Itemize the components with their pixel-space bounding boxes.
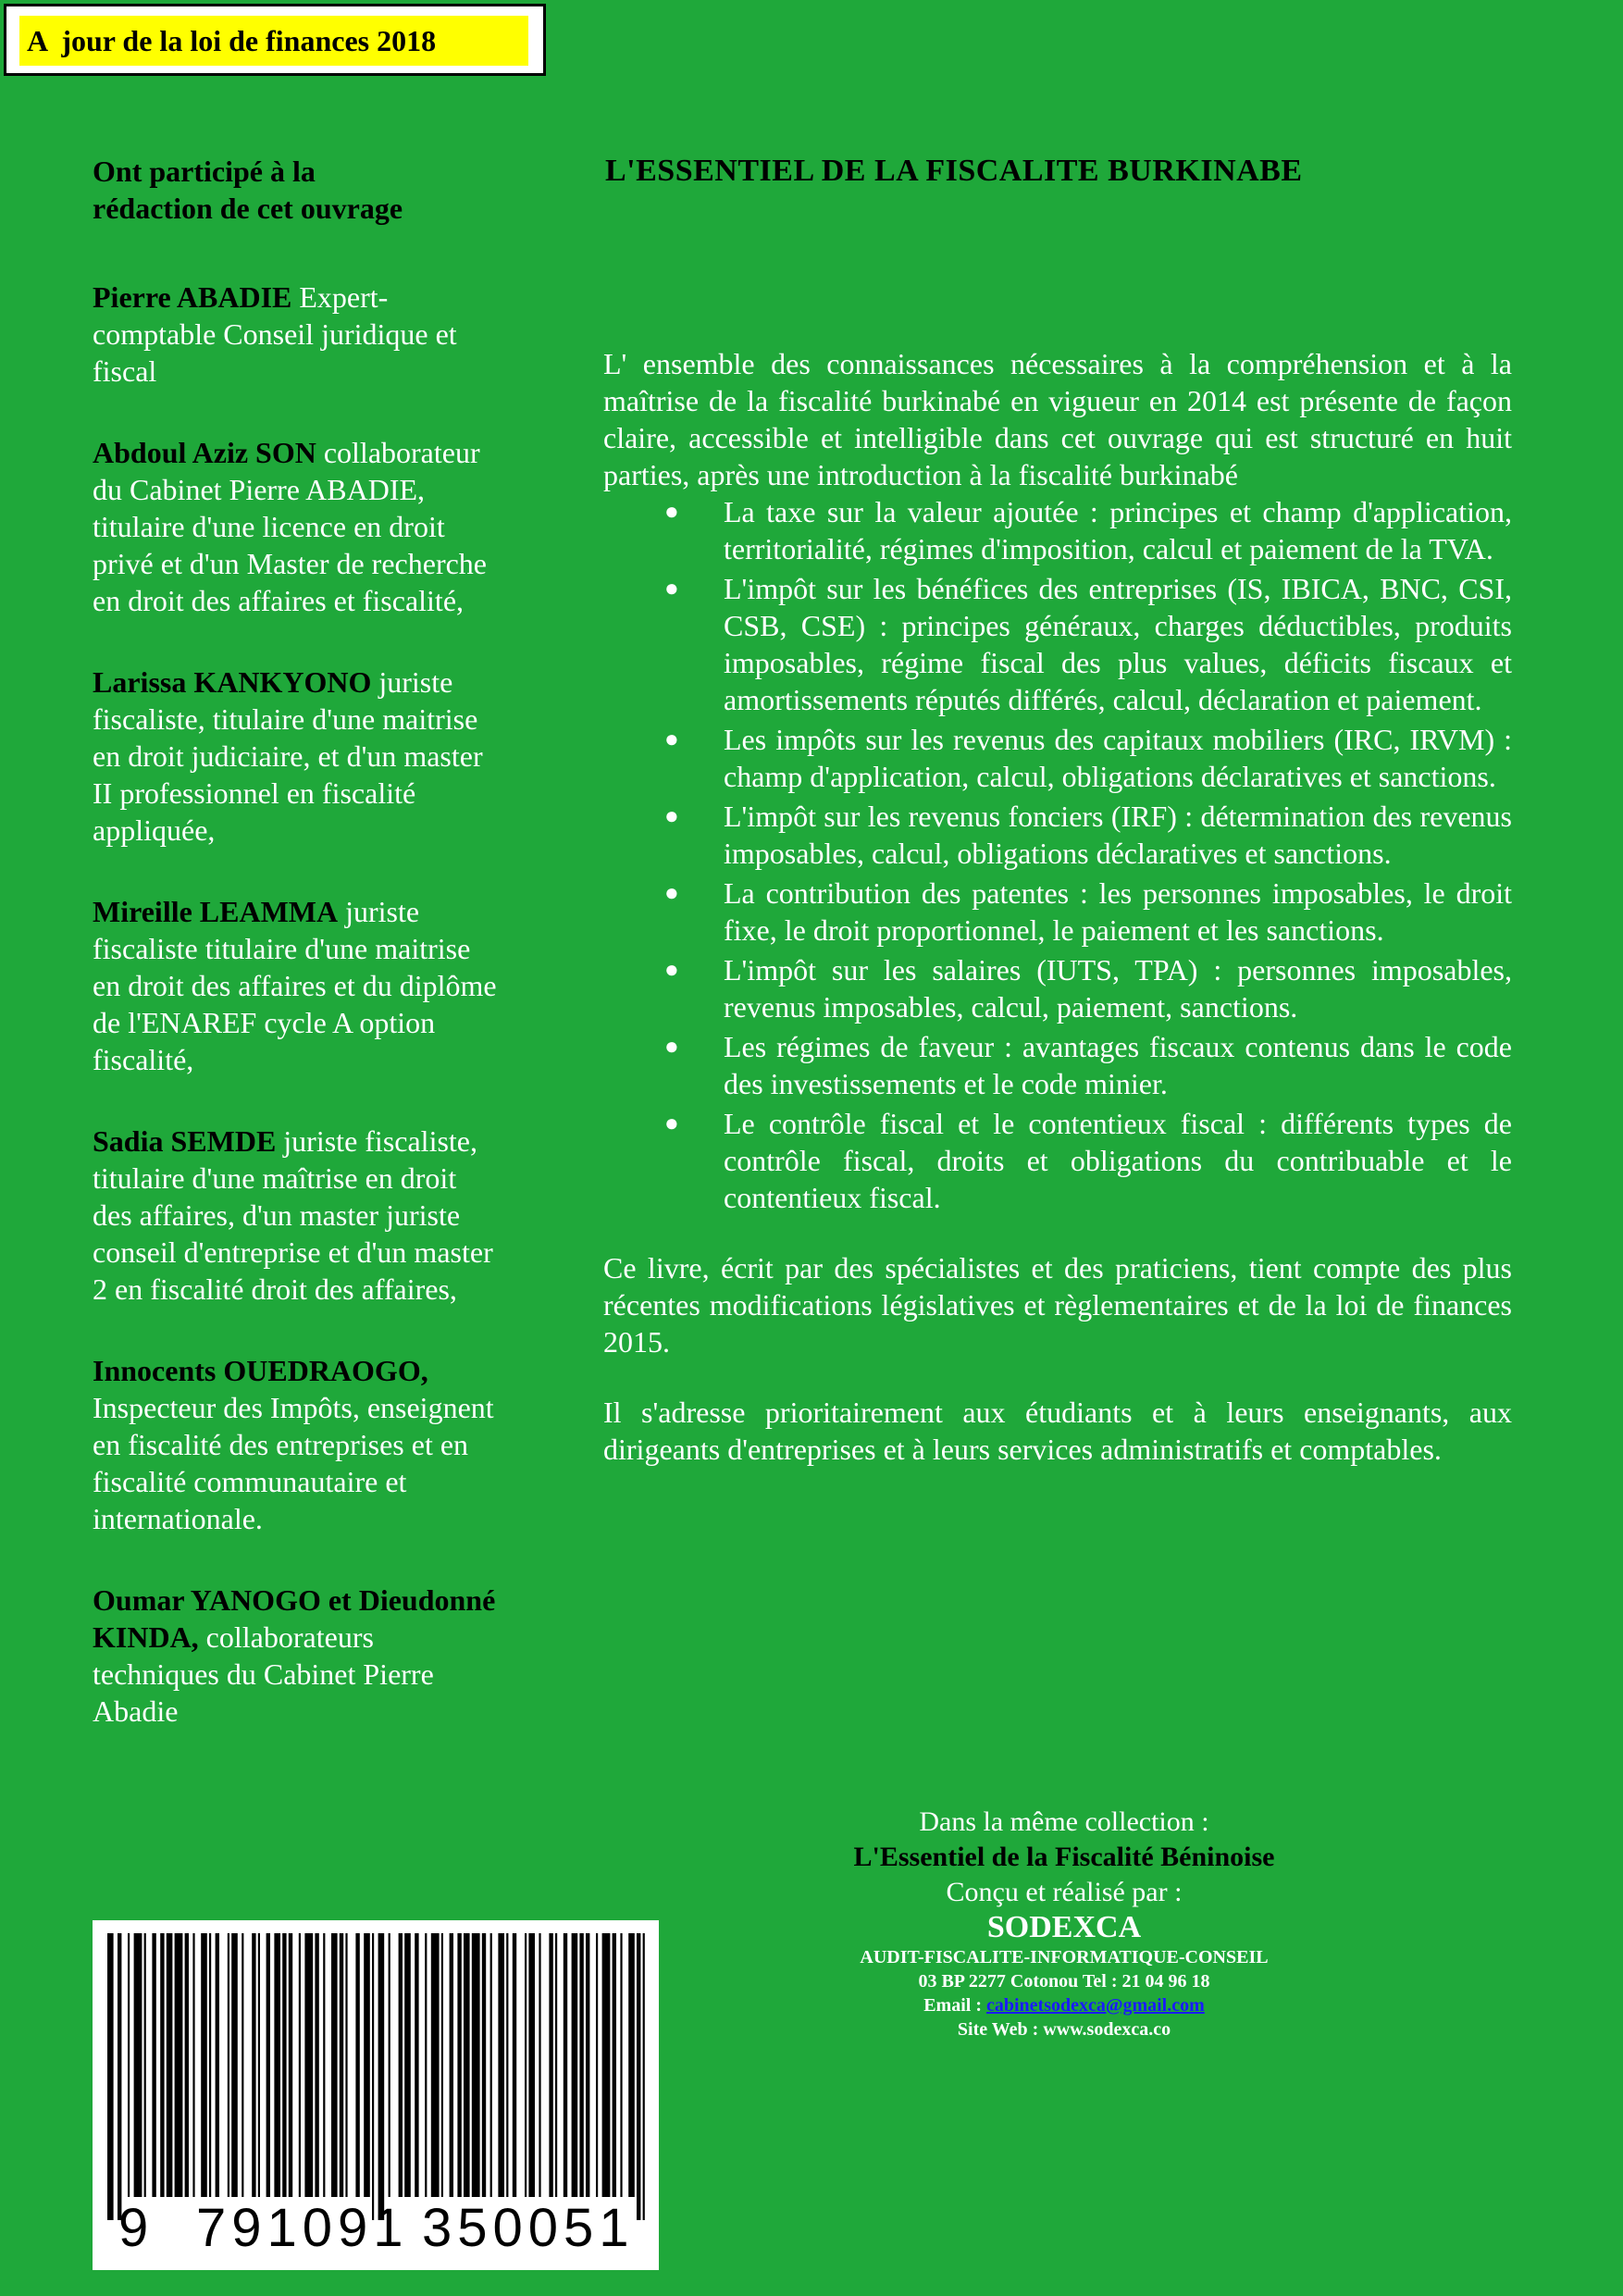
topic-item [664,721,1512,795]
barcode-bar [628,1933,635,2197]
barcode-bar [118,1933,121,2220]
barcode-bar [152,1933,155,2197]
contributor-description: juriste fiscaliste titulaire d'une maitrise en droit des affaires et du diplôme de l'ENAREF cycle A option fiscalité, [93,895,497,1076]
topic-text: Les impôts sur les revenus des capitaux mobiliers (IRC, IRVM) : champ d'application, calcul, obligations déclaratives et sanctions. [724,723,1512,793]
barcode-bar [586,1933,589,2197]
barcode-group-1: 791091 [196,2198,409,2258]
series-label: Dans la même collection : [919,1806,1209,1837]
barcode-bar [209,1933,211,2197]
paragraph-update: Ce livre, écrit par des spécialistes et des praticiens, tient compte des plus récentes modifications législatives et règlementaires et de la loi de finances 2015. [603,1251,1512,1359]
contributor-description: collaborateur du Cabinet Pierre ABADIE, titulaire d'une licence en droit privé et d'un Master de recherche en droit des affaires et fiscalité, [93,436,487,617]
contributor-name: Mireille LEAMMA [93,895,339,928]
barcode-bar [201,1933,207,2197]
barcode-bar [596,1933,598,2197]
topics-list [603,493,1512,1216]
bullet-icon: ● [664,575,679,602]
barcode-bar [620,1933,622,2197]
topic-text: L'impôt sur les bénéfices des entreprises (IS, IBICA, BNC, CSI, CSB, CSE) : principes généraux, charges déductibles, produits imposables, régime fiscal des plus values, déficits fiscaux et amortissements réputés différés, calcul, déclaration et paiement. [724,572,1512,716]
contributors-heading: Ont participé à la rédaction de cet ouvrage [93,155,403,225]
barcode-bar [472,1933,480,2197]
barcode-bar [564,1933,567,2197]
topic-item [664,570,1512,718]
contributor-item [93,893,500,1078]
publisher-email-link[interactable]: cabinetsodexca@gmail.com [985,1995,1205,2016]
topic-item [664,951,1512,1025]
publisher-website: Site Web : www.sodexca.co [957,2019,1171,2040]
barcode-bar [167,1933,173,2197]
made-by-label: Conçu et réalisé par : [946,1877,1183,1907]
barcode-first-digit: 9 [118,2198,149,2258]
topic-item [664,875,1512,949]
contributor-description: juriste fiscaliste, titulaire d'une maîtrise en droit des affaires, d'un master juriste conseil d'entreprise et d'un master 2 en fiscalité droit des affaires, [93,1124,493,1306]
book-title: L'ESSENTIEL DE LA FISCALITE BURKINABE [605,154,1303,188]
contributors-column [93,153,500,1774]
barcode-bar [490,1933,492,2197]
bullet-icon: ● [664,879,679,906]
contributor-name: Abdoul Aziz SON [93,436,316,469]
contributor-item [93,1352,500,1537]
barcode-graphic [93,1920,659,2270]
edition-badge-text: A jour de la loi de finances 2018 [19,16,528,66]
contributor-name: Pierre ABADIE [93,280,292,314]
barcode-bar [107,1933,114,2220]
edition-badge [4,4,546,76]
barcode-bar [299,1933,301,2197]
topic-item [664,1028,1512,1102]
topic-text: L'impôt sur les revenus fonciers (IRF) : détermination des revenus imposables, calcul, obligations déclaratives et sanctions. [724,800,1512,870]
barcode-bar [340,1933,343,2197]
barcode-bar [364,1933,370,2197]
barcode-bar [331,1933,338,2197]
barcode-bar [304,1933,313,2197]
topic-item [664,1105,1512,1216]
barcode-bar [457,1933,461,2197]
bullet-icon: ● [664,726,679,752]
barcode-bar [415,1933,418,2197]
topic-text: L'impôt sur les salaires (IUTS, TPA) : personnes imposables, revenus imposables, calcul, paiement, sanctions. [724,953,1512,1024]
barcode-bar [258,1933,260,2197]
topic-text: Les régimes de faveur : avantages fiscaux contenus dans le code des investissements et le code minier. [724,1030,1512,1100]
isbn-barcode [93,1920,659,2270]
barcode-bar [539,1933,540,2197]
barcode-bar [643,1933,645,2220]
bullet-icon: ● [664,1033,679,1060]
barcode-bar [128,1933,130,2197]
description-column [603,153,1512,1468]
barcode-bar [613,1933,616,2197]
barcode-bar [144,1933,146,2197]
barcode-bar [441,1933,443,2197]
barcode-bar [345,1933,347,2197]
barcode-bar [399,1933,403,2197]
barcode-bar [323,1933,325,2197]
barcode-group-2: 350051 [422,2198,635,2258]
topic-item [664,798,1512,872]
barcode-bar [355,1933,359,2197]
contributor-description: Inspecteur des Impôts, enseignent en fiscalité des entreprises et en fiscalité communautaire et internationale. [93,1391,494,1535]
barcode-bar [289,1933,292,2197]
barcode-bar [579,1933,583,2197]
barcode-bar [192,1933,194,2197]
paragraph-audience: Il s'adresse prioritairement aux étudiants et à leurs enseignants, aux dirigeants d'entreprises et à leurs services administratifs et comptables. [603,1396,1512,1466]
contributor-item [93,664,500,849]
barcode-bar [506,1933,508,2197]
bullet-icon: ● [664,956,679,983]
barcode-bar [274,1933,280,2197]
contributor-item [93,279,500,390]
barcode-bar [637,1933,640,2220]
intro-paragraph: L' ensemble des connaissances nécessaires à la compréhension et à la maîtrise de la fiscalité burkinabé en vigueur en 2014 est présente de façon claire, accessible et intelligible dans cet ouvrage qui est structuré en huit parties, après une introduction à la fiscalité burkinabé [603,347,1512,491]
contributor-name: Sadia SEMDE [93,1124,277,1158]
topic-item [664,493,1512,567]
barcode-bar [134,1933,142,2197]
barcode-bar [185,1933,189,2197]
publisher-footer [703,1805,1425,2042]
barcode-bar [464,1933,470,2197]
contributor-description: collaborateurs techniques du Cabinet Pierre Abadie [93,1620,434,1728]
contributor-item [93,1582,500,1730]
contributor-description: juriste fiscaliste, titulaire d'une maitrise en droit judiciaire, et d'un master II professionnel en fiscalité appliquée, [93,665,483,847]
barcode-bar [228,1933,229,2197]
barcode-bar [378,1933,385,2220]
barcode-bar [389,1933,390,2197]
barcode-bar [216,1933,219,2197]
barcode-bar [252,1933,255,2197]
contributor-name: Innocents OUEDRAOGO, [93,1354,428,1387]
contributor-name: Oumar YANOGO et Dieudonné KINDA, [93,1583,496,1654]
publisher-tagline: AUDIT-FISCALITE-INFORMATIQUE-CONSEIL [860,1947,1269,1967]
barcode-bar [282,1933,286,2197]
barcode-bar [528,1933,535,2197]
barcode-bar [315,1933,318,2197]
contributor-description: Expert-comptable Conseil juridique et fiscal [93,280,457,388]
bullet-icon: ● [664,498,679,525]
bullet-icon: ● [664,802,679,829]
topic-text: La taxe sur la valeur ajoutée : principes et champ d'application, territorialité, régimes d'imposition, calcul et paiement de la TVA. [724,495,1512,565]
barcode-bar [425,1933,427,2197]
barcode-bar [450,1933,453,2197]
barcode-bar [525,1933,527,2197]
contributor-name: Larissa KANKYONO [93,665,372,699]
barcode-bar [242,1933,243,2197]
series-title: L'Essentiel de la Fiscalité Béninoise [853,1842,1275,1872]
barcode-bar [404,1933,411,2197]
barcode-bar [602,1933,611,2197]
barcode-bar [372,1933,374,2220]
barcode-bar [231,1933,238,2197]
barcode-bar [555,1933,557,2197]
barcode-bar [549,1933,552,2197]
barcode-bar [513,1933,516,2197]
contributor-item [93,434,500,619]
bullet-icon: ● [664,1110,679,1136]
barcode-bar [175,1933,183,2197]
topic-text: La contribution des patentes : les personnes imposables, le droit fixe, le droit proportionnel, le paiement et les sanctions. [724,876,1512,947]
barcode-bar [572,1933,578,2197]
contributor-item [93,1123,500,1308]
publisher-email-line: Email : cabinetsodexca@gmail.com [923,1995,1205,2016]
topic-text: Le contrôle fiscal et le contentieux fiscal : différents types de contrôle fiscal, droits et obligations du contribuable et le contentieux fiscal. [724,1107,1512,1214]
barcode-bar [266,1933,270,2197]
barcode-bar [498,1933,504,2197]
contributors-list [93,279,500,1730]
barcode-bar [431,1933,440,2197]
publisher-address: 03 BP 2277 Cotonou Tel : 21 04 96 18 [918,1971,1210,1992]
publisher-name: SODEXCA [986,1910,1142,1944]
barcode-bar [482,1933,486,2197]
barcode-bar [160,1933,164,2197]
